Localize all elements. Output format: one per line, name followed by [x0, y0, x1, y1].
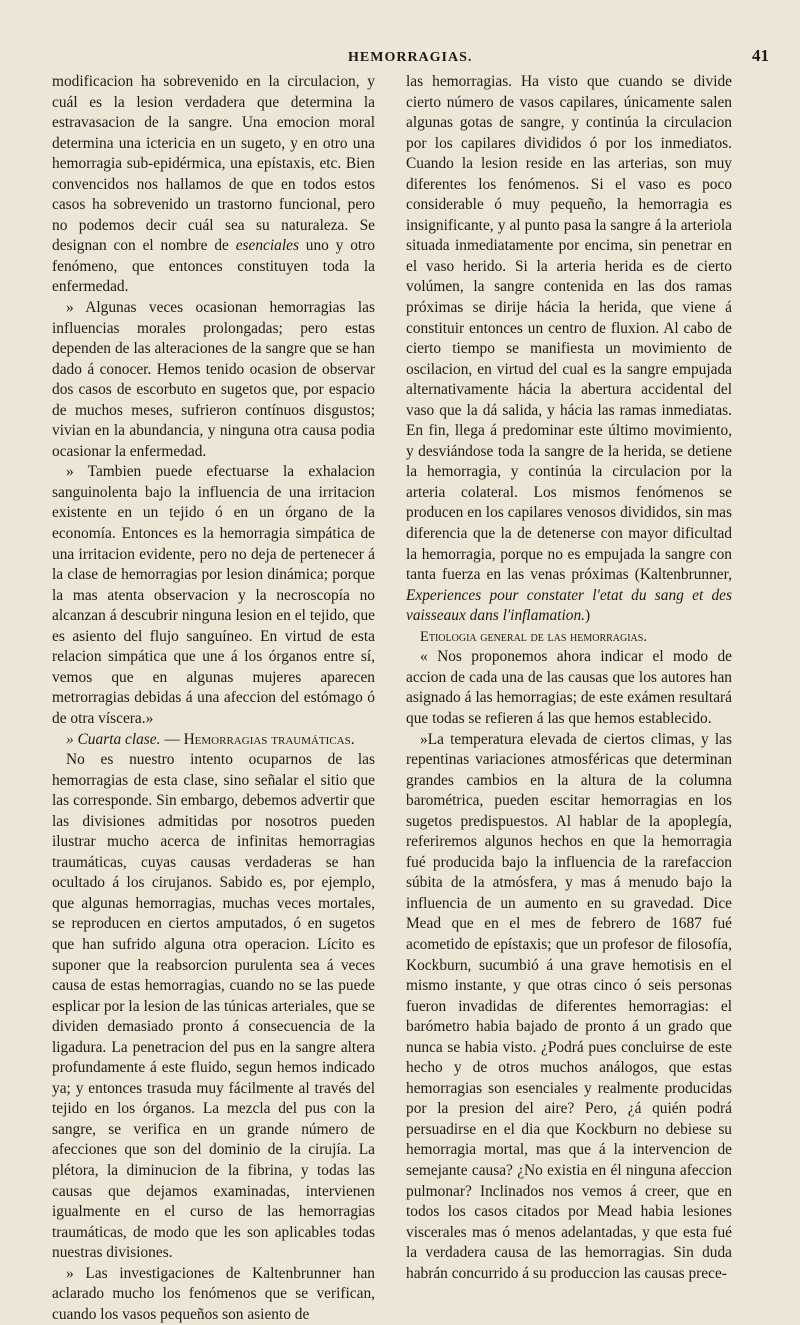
right-column [406, 72, 732, 1284]
paragraph: las hemorragias. Ha visto que cuando se divide cierto número de vasos capilares, únicamente salen algunas gotas de sangre, y continúa la circulacion por los capilares divididos ó por los inmediatos. Cuando la lesion reside en las arterias, son muy diferentes los fenómenos. Si el vaso es poco considerable ó muy pequeño, la hemorragia es insignificante, y al punto pasa la sangre á la arteriola situada inmediatamente por encima, sin penetrar en el vaso herido. Si la arteria herida es de cierto volúmen, la sangre contenida en las dos ramas próximas se dirije hácia la herida, que viene á constituir entonces un centro de fluxion. Al cabo de cierto tiempo se manifiesta un movimiento de oscilacion, en virtud del cual es la sangre empujada alternativamente hácia la abertura accidental del vaso que la dá salida, y hácia las ramas inmediatas. En fin, llega á predominar este último movimiento, y desviándose toda la sangre de la herida, se detiene la hemorragia, y continúa la circulacion por la arteria colateral. Los mismos fenómenos se producen en los capilares venosos divididos, sin mas diferencia que la de detenerse con mayor dificultad la hemorragia, porque no es empujada la sangre con tanta fuerza en las venas próximas (Kaltenbrunner, Experiences pour constater l'etat du sang et des vaisseaux dans l'inflamation.) [406, 73, 732, 625]
paragraph: No es nuestro intento ocuparnos de las hemorragias de esta clase, sino señalar el sitio que las corresponde. Sin embargo, debemos advertir que las divisiones admitidas por nosotros pueden ilustrar mucho acerca de infinitas hemorragias traumáticas, cuyas causas verdaderas se han ocultado á los cirujanos. Sabido es, por ejemplo, que algunas hemorragias, muchas veces mortales, se reproducen en ciertos amputados, ó en sugetos que han sufrido alguna otra operacion. Lícito es suponer que la reabsorcion purulenta sea á veces causa de estas hemorragias, cuando no se las puede esplicar por la lesion de las túnicas arteriales, que se dividen demasiado pronto á consecuencia de la ligadura. La penetracion del pus en la sangre altera profundamente á este fluido, segun hemos indicado ya; y entonces trasuda muy fácilmente al través del tejido en los órganos. La mezcla del pus con la sangre, se verifica en un grande número de afecciones que son del dominio de la cirujía. La plétora, la diminucion de la fibrina, y todas las causas que dejamos examinadas, intervienen igualmente en el curso de las hemorragias traumáticas, de modo que les son aplicables todas nuestras divisiones. [52, 751, 375, 1262]
paragraph: » Las investigaciones de Kaltenbrunner han aclarado mucho los fenómenos que se verifican, cuando los vasos pequeños son asiento de [52, 1264, 375, 1323]
paragraph: » Algunas veces ocasionan hemorragias las influencias morales prolongadas; pero estas dependen de las alteraciones de la sangre que se han dado á conocer. Hemos tenido ocasion de observar dos casos de escorbuto en sugetos que, por espacio de muchos meses, sufrieron contínuos disgustos; vivian en la abundancia, y ninguna otra causa podia ocasionar la enfermedad. [52, 299, 375, 460]
section-heading: » Cuarta clase. — Hemorragias traumáticas. [66, 730, 355, 748]
section-heading: Etiologia general de las hemorragias. [420, 628, 647, 645]
running-title: HEMORRAGIAS. [348, 50, 473, 65]
page-number: 41 [752, 46, 769, 65]
left-column [52, 72, 375, 1325]
paragraph: » Tambien puede efectuarse la exhalacion sanguinolenta bajo la influencia de una irritacion existente en un tejido ó en un órgano de la economía. Entonces es la hemorragia simpática de una irritacion evidente, pero no deja de pertenecer á la clase de hemorragias por lesion dinámica; porque la mas atenta observacion y la necroscopía no alcanzan á descubrir ninguna lesion en el tejido, que es asiento del flujo sanguíneo. En virtud de esta relacion simpática que une á los órganos entre sí, vemos que en algunas mujeres aparecen metrorragias debidas á una afeccion del estómago ó de otra víscera.» [52, 463, 375, 727]
emphasis: esenciales [235, 237, 299, 255]
paragraph: modificacion ha sobrevenido en la circulacion, y cuál es la lesion verdadera que determina la estravasacion de la sangre. Una emocion moral determina una ictericia en un sugeto, y en otro una hemorragia sub-epidérmica, una epístaxis, etc. Bien convencidos nos hallamos de que en todos estos casos ha sobrevenido un trastorno funcional, pero no podemos decir cuál sea su naturaleza. Se designan con el nombre de esenciales uno y otro fenómeno, que entonces constituyen toda la enfermedad. [52, 73, 375, 296]
paragraph: « Nos proponemos ahora indicar el modo de accion de cada una de las causas que los autores han asignado á las hemorragias; de este exámen resultará que todas se refieren á las que hemos establecido. [406, 648, 732, 727]
citation: Experiences pour constater l'etat du sang et des vaisseaux dans l'inflamation. [406, 586, 732, 625]
paragraph: »La temperatura elevada de ciertos climas, y las repentinas variaciones atmosféricas que determinan grandes cambios en la altura de la columna barométrica, pueden escitar hemorragias en los sugetos predispuestos. Al hablar de la apoplegía, referiremos algunos hechos en que la hemorragia fué producida bajo la influencia de la rarefaccion súbita de la atmósfera, y mas á menudo bajo la influencia de un aumento en su gravedad. Dice Mead que en el mes de febrero de 1687 fué acometido de epístaxis; que un profesor de filosofía, Kockburn, sucumbió á una grave hemotisis en el mismo instante, y que otras cinco ó seis personas fueron invadidas de diferentes hemorragias: el barómetro habia bajado de pronto á un grado que nunca se habia visto. ¿Podrá pues concluirse de este hecho y de otros muchos análogos, que estas hemorragias son esenciales y realmente producidas por la presion del aire? Pero, ¿á quién podrá persuadirse en el dia que Kockburn no debiese su hemorragia mortal, mas que á la intervencion de semejante causa? ¿No existia en él ninguna afeccion pulmonar? Inclinados nos vemos á creer, que en todos los casos citados por Mead habia lesiones viscerales mas ó menos adelantadas, y que esta fué la verdadera causa de las hemorragias. Sin duda habrán concurrido á su produccion las causas prece- [406, 730, 732, 1282]
